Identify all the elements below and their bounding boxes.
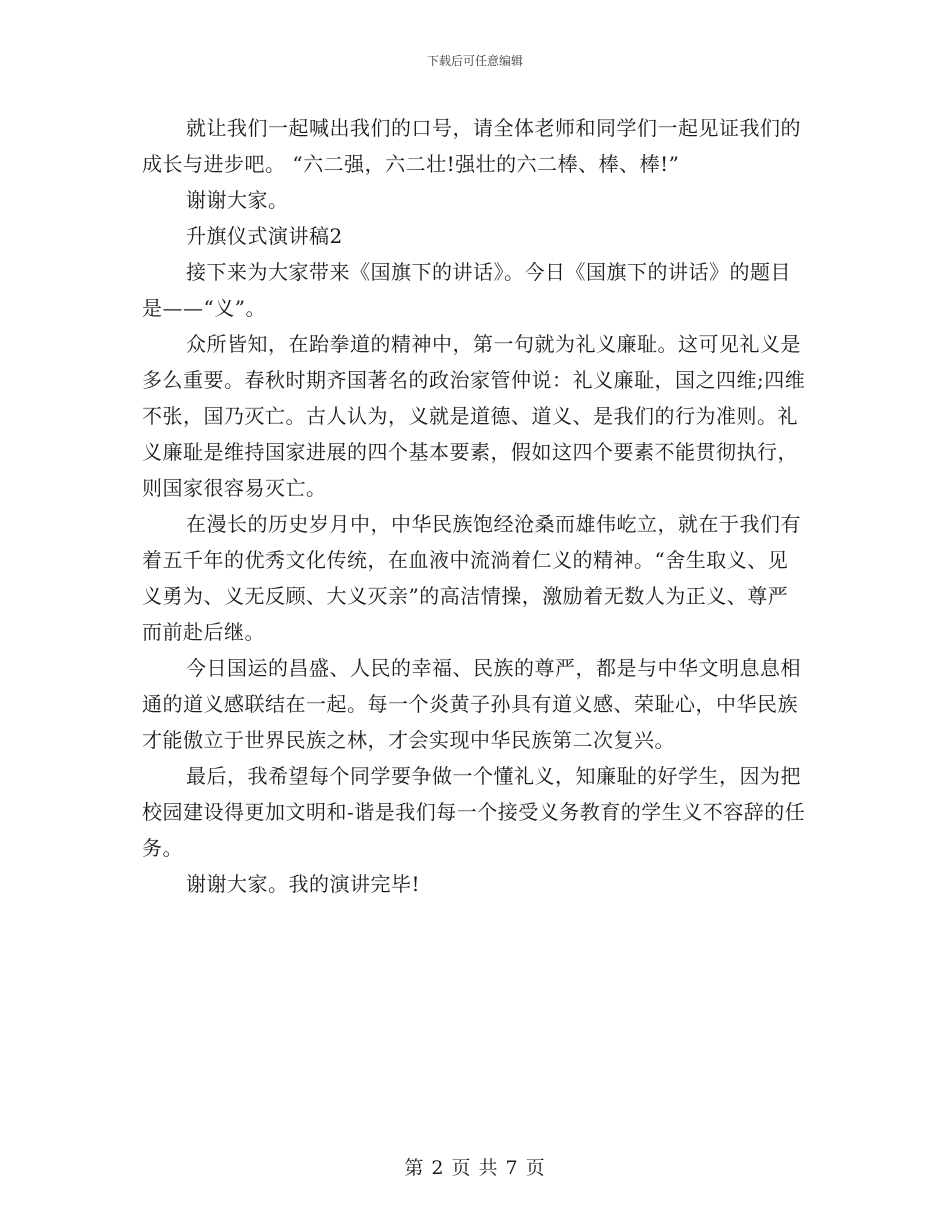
paragraph-etiquette: 众所皆知，在跆拳道的精神中，第一句就为礼义廉耻。这可见礼义是多么重要。春秋时期齐国著名的政治家管仲说：礼义廉耻，国之四维;四维不张，国乃灭亡。古人认为，义就是道德、道义、是我们的行为准则。礼义廉耻是维持国家进展的四个基本要素，假如这四个要素不能贯彻执行，则国家很容易灭亡。 [142,332,806,500]
paragraph-today: 今日国运的昌盛、人民的幸福、民族的尊严，都是与中华文明息息相通的道义感联结在一起。每一个炎黄子孙具有道义感、荣耻心，中华民族才能傲立于世界民族之林，才会实现中华民族第二次复兴。 [142,656,801,752]
paragraph-history: 在漫长的历史岁月中，中华民族饱经沧桑而雄伟屹立，就在于我们有着五千年的优秀文化传统，在血液中流淌着仁义的精神。“舍生取义、见义勇为、义无反顾、大义灭亲”的高洁情操，激励着无数人为正义、尊严而前赴后继。 [142,512,801,644]
paragraph-intro: 接下来为大家带来《国旗下的讲话》。今日《国旗下的讲话》的题目是——“义”。 [142,260,791,320]
page-header-note: 下载后可任意编辑 [426,54,523,68]
page-number: 第 2 页 共 7 页 [404,1157,546,1179]
section-title: 升旗仪式演讲稿2 [186,224,343,248]
paragraph-slogan: 就让我们一起喊出我们的口号，请全体老师和同学们一起见证我们的成长与进步吧。 “六二强，六二壮!强壮的六二棒、棒、棒!” [142,116,801,176]
document-body [142,110,806,902]
paragraph-closing: 谢谢大家。我的演讲完毕! [186,872,421,896]
paragraph-thanks: 谢谢大家。 [186,188,289,212]
paragraph-conclusion: 最后，我希望每个同学要争做一个懂礼义，知廉耻的好学生，因为把校园建设得更加文明和-谐是我们每一个接受义务教育的学生义不容辞的任务。 [142,764,806,860]
